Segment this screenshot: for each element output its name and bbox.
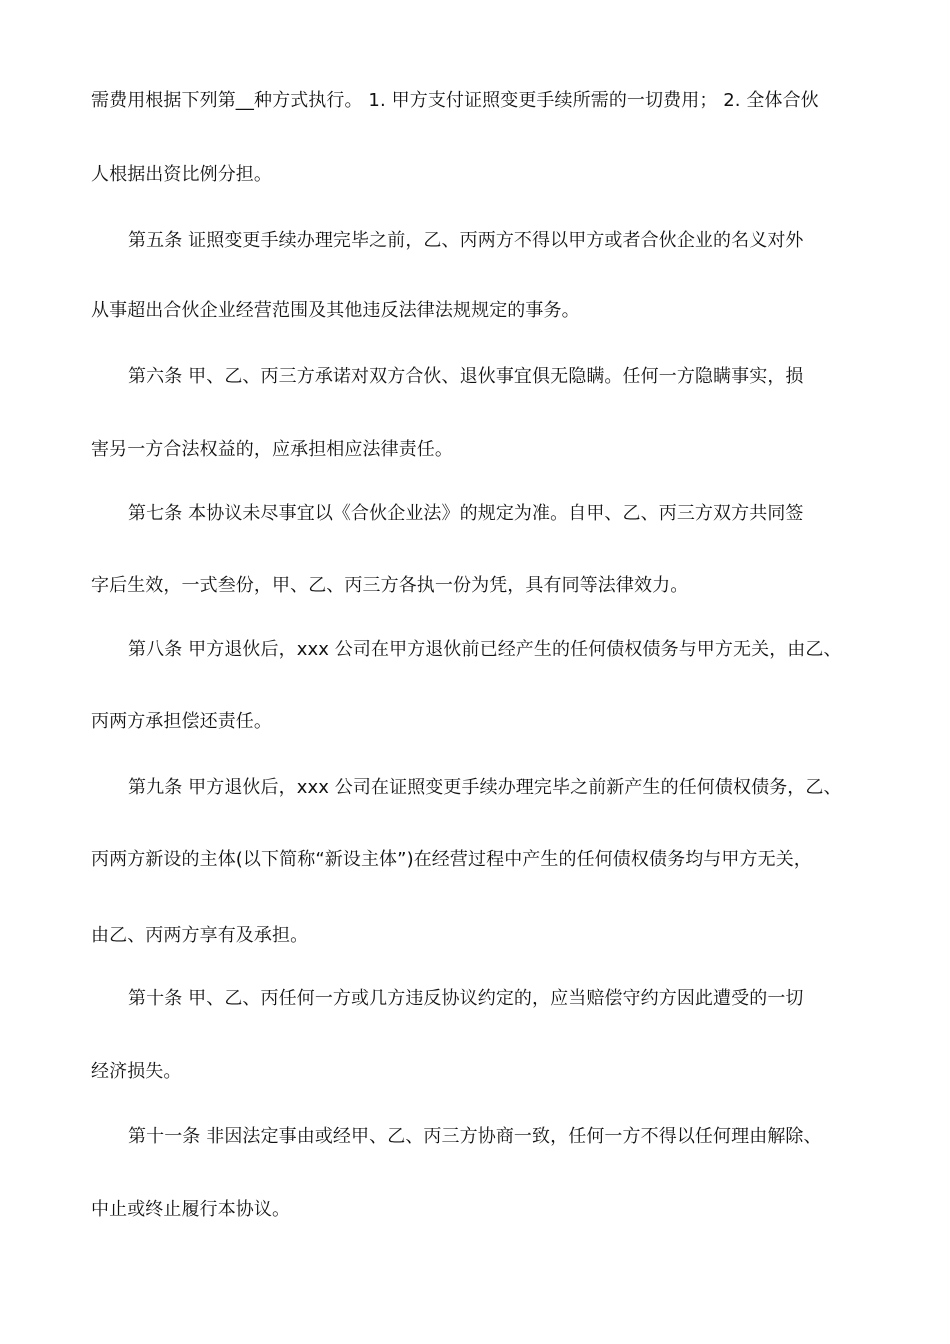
article-11-line-1: 第十一条 非因法定事由或经甲、乙、丙三方协商一致，任何一方不得以任何理由解除、	[128, 1126, 822, 1147]
article-7-line-1: 第七条 本协议未尽事宜以《合伙企业法》的规定为准。自甲、乙、丙三方双方共同签	[128, 503, 804, 524]
article-9-line-1: 第九条 甲方退伙后，xxx 公司在证照变更手续办理完毕之前新产生的任何债权债务，乙、	[128, 777, 842, 798]
article-6-line-1: 第六条 甲、乙、丙三方承诺对双方合伙、退伙事宜俱无隐瞒。任何一方隐瞒事实，损	[128, 366, 804, 387]
text-line-2: 人根据出资比例分担。	[91, 164, 272, 185]
article-5-line-1: 第五条 证照变更手续办理完毕之前，乙、丙两方不得以甲方或者合伙企业的名义对外	[128, 230, 804, 251]
article-7-line-2: 字后生效，一式叁份，甲、乙、丙三方各执一份为凭，具有同等法律效力。	[91, 575, 689, 596]
article-8-line-2: 丙两方承担偿还责任。	[91, 711, 272, 732]
article-10-line-2: 经济损失。	[91, 1061, 182, 1082]
article-11-line-2: 中止或终止履行本协议。	[91, 1199, 291, 1220]
article-10-line-1: 第十条 甲、乙、丙任何一方或几方违反协议约定的，应当赔偿守约方因此遭受的一切	[128, 988, 804, 1009]
article-6-line-2: 害另一方合法权益的，应承担相应法律责任。	[91, 439, 453, 460]
article-9-line-3: 由乙、丙两方享有及承担。	[91, 925, 309, 946]
article-8-line-1: 第八条 甲方退伙后，xxx 公司在甲方退伙前已经产生的任何债权债务与甲方无关，由乙、	[128, 639, 842, 660]
article-9-line-2: 丙两方新设的主体(以下简称“新设主体”)在经营过程中产生的任何债权债务均与甲方无关，	[91, 849, 812, 870]
text-line-1: 需费用根据下列第__种方式执行。 1. 甲方支付证照变更手续所需的一切费用； 2. 全体合伙	[91, 90, 819, 111]
article-5-line-2: 从事超出合伙企业经营范围及其他违反法律法规规定的事务。	[91, 300, 580, 321]
